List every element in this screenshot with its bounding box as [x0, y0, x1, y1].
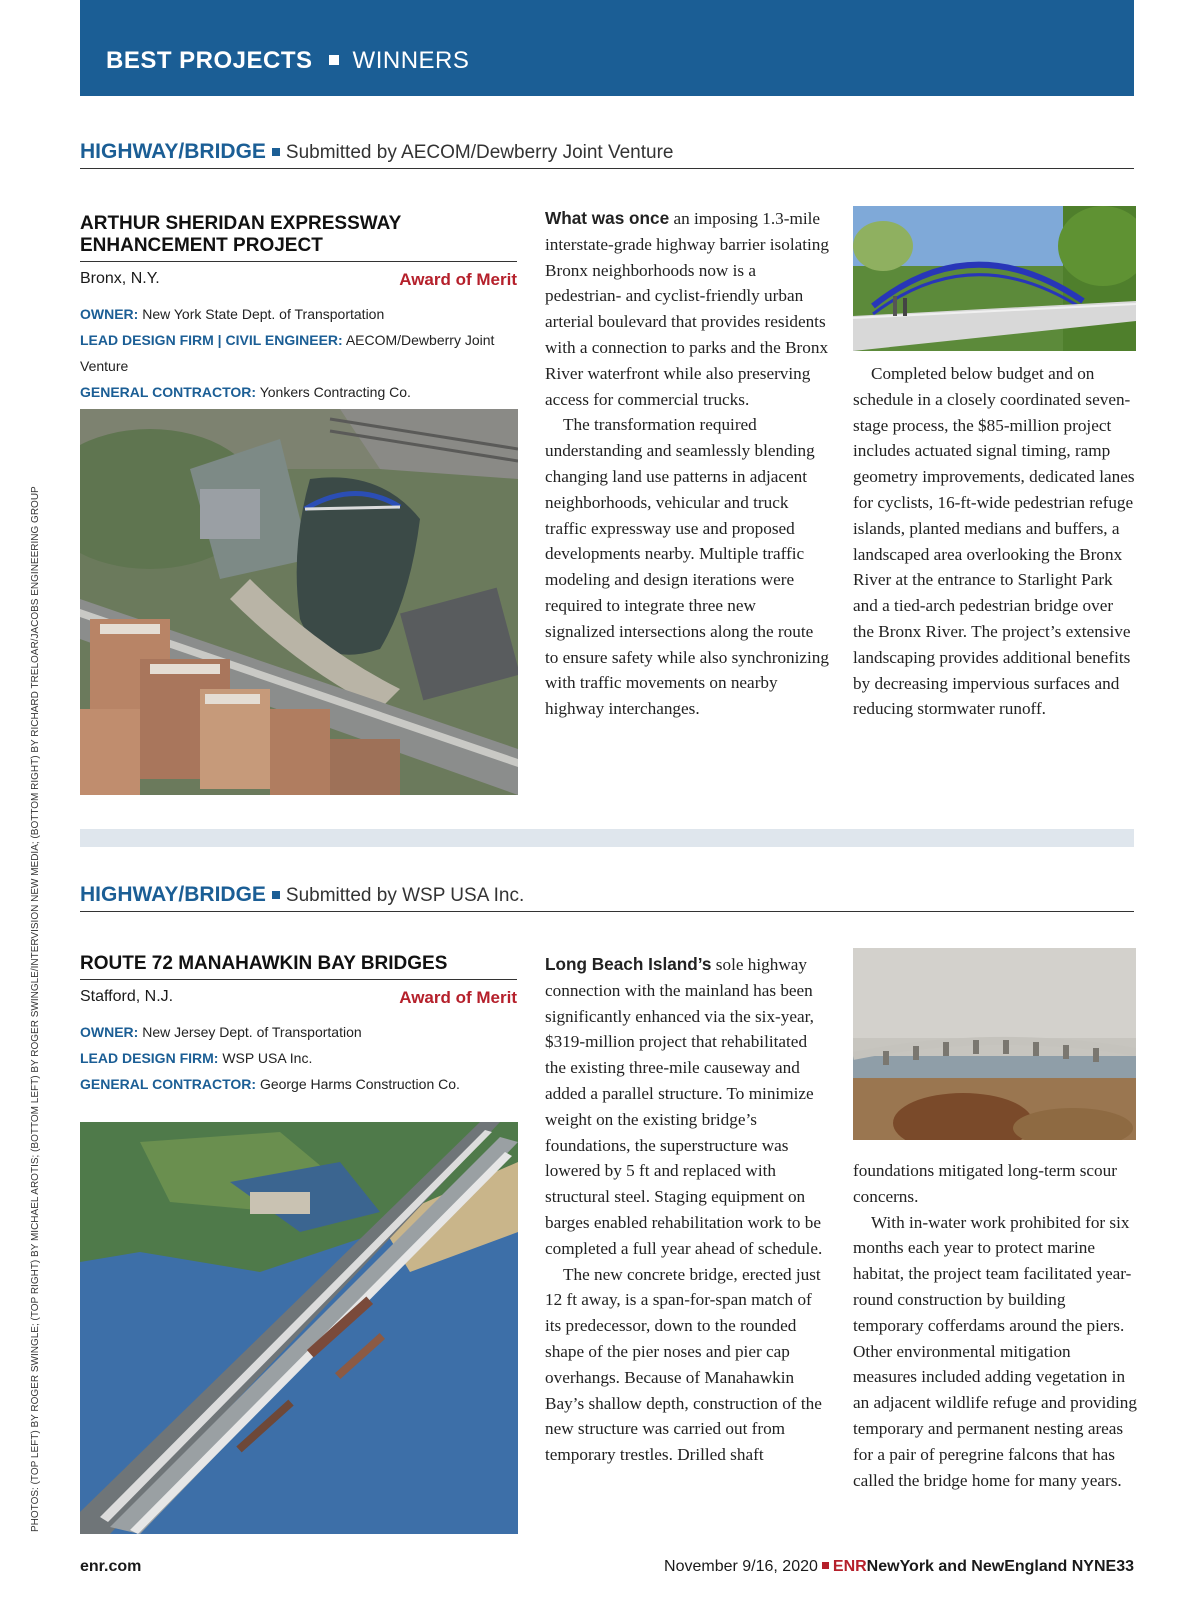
- credit-value: George Harms Construction Co.: [259, 1076, 460, 1092]
- section-banner: [80, 0, 1134, 96]
- body-column-2: [853, 1158, 1137, 1493]
- section-label: BEST PROJECTS: [106, 47, 313, 74]
- aerial-photo-bay-bridges: [80, 1122, 518, 1534]
- credit-owner: [80, 301, 530, 327]
- section-separator: [80, 829, 1134, 847]
- body-paragraph: foundations mitigated long-term scour concerns.: [853, 1161, 1117, 1206]
- body-paragraph: [545, 952, 829, 1262]
- body-column-1: [545, 952, 829, 1468]
- credit-value: Yonkers Contracting Co.: [259, 384, 411, 400]
- award-label: Award of Merit: [399, 988, 517, 1007]
- award-label: Award of Merit: [399, 270, 517, 289]
- credit-label: GENERAL CONTRACTOR:: [80, 384, 257, 400]
- square-bullet-icon: [272, 148, 280, 156]
- credit-value: New York State Dept. of Transportation: [142, 306, 385, 322]
- credit-label: LEAD DESIGN FIRM | CIVIL ENGINEER:: [80, 332, 343, 348]
- category-line: [80, 883, 1134, 912]
- category-label: HIGHWAY/BRIDGE: [80, 883, 266, 906]
- credit-contractor: [80, 1071, 530, 1097]
- project-title: ARTHUR SHERIDAN EXPRESSWAY ENHANCEMENT PROJECT: [80, 213, 517, 262]
- credit-label: OWNER:: [80, 1024, 139, 1040]
- photo-pedestrian-bridge: [853, 206, 1136, 351]
- issue-date: November 9/16, 2020: [664, 1558, 818, 1575]
- credit-value: WSP USA Inc.: [222, 1050, 313, 1066]
- banner-title: [106, 47, 469, 75]
- credit-label: OWNER:: [80, 306, 139, 322]
- credit-value: AECOM/Dewberry Joint Venture: [80, 332, 495, 374]
- square-bullet-icon: [272, 891, 280, 899]
- photo-credit: PHOTOS: (TOP LEFT) BY ROGER SWINGLE; (TOP RIGHT) BY MICHAEL AROTIS; (BOTTOM LEFT) BY ROGER SWINGLE/INTERVISION NEW MEDIA; (BOTTOM RIGHT) BY RICHARD TRELOAR/JACOBS ENGINEERING GROUP: [30, 486, 41, 1532]
- body-paragraph: With in-water work prohibited for six months each year to protect marine habitat, the project team facilitated year-round construction by building temporary cofferdams around the piers. Other environmental mitigation measures included adding vegetation in an adjacent wildlife refuge and providing temporary and permanent nesting areas for a pair of peregrine falcons that has called the bridge home for many years.: [853, 1212, 1137, 1490]
- submitted-by: Submitted by WSP USA Inc.: [285, 885, 525, 906]
- square-divider-icon: [329, 55, 339, 65]
- category-line: [80, 140, 1134, 169]
- footer-site: enr.com: [80, 1558, 142, 1575]
- credit-contractor: [80, 379, 530, 405]
- brand-label: ENR: [832, 1558, 867, 1575]
- footer-issue: [664, 1558, 1134, 1576]
- body-column-2: [853, 361, 1137, 722]
- location-row: [80, 988, 517, 1006]
- project-location: Bronx, N.Y.: [80, 270, 160, 287]
- square-divider-icon: [822, 1562, 829, 1569]
- subsection-label: WINNERS: [352, 47, 470, 74]
- body-column-1: [545, 206, 829, 722]
- lead-in: What was once: [545, 208, 670, 228]
- credit-design-firm: [80, 1045, 530, 1071]
- body-paragraph: [545, 206, 829, 412]
- credit-value: New Jersey Dept. of Transportation: [142, 1024, 362, 1040]
- credits-list: [80, 1019, 530, 1097]
- aerial-photo-expressway: [80, 409, 518, 795]
- submitted-by: Submitted by AECOM/Dewberry Joint Venture: [285, 142, 674, 163]
- credits-list: [80, 301, 530, 405]
- project-location: Stafford, N.J.: [80, 988, 174, 1005]
- body-text: sole highway connection with the mainland has been significantly enhanced via the six-year, $319-million project that rehabilitated the existing three-mile causeway and added a parallel structure. To minimize weight on the existing bridge’s foundations, the superstructure was lowered by 5 ft and replaced with structural steel. Staging equipment on barges enabled rehabilitation work to be completed a full year ahead of schedule.: [545, 955, 823, 1258]
- location-row: [80, 270, 517, 288]
- category-label: HIGHWAY/BRIDGE: [80, 140, 266, 163]
- project-title: ROUTE 72 MANAHAWKIN BAY BRIDGES: [80, 953, 517, 980]
- body-paragraph: The new concrete bridge, erected just 12 ft away, is a span-for-span match of its predecessor, down to the rounded shape of the pier noses and pier cap overhangs. Because of Manahawkin Bay’s shallow depth, construction of the new structure was carried out from temporary trestles. Drilled shaft: [545, 1264, 822, 1465]
- credit-label: LEAD DESIGN FIRM:: [80, 1050, 219, 1066]
- credit-label: GENERAL CONTRACTOR:: [80, 1076, 257, 1092]
- body-text: an imposing 1.3-mile interstate-grade highway barrier isolating Bronx neighborhoods now is a pedestrian- and cyclist-friendly urban arterial boulevard that provides residents with a connection to parks and the Bronx River waterfront while also preserving access for commercial trucks.: [545, 209, 829, 409]
- page-number: NYNE33: [1071, 1558, 1134, 1575]
- edition-label: NewYork and NewEngland: [866, 1558, 1068, 1575]
- credit-owner: [80, 1019, 530, 1045]
- body-paragraph: The transformation required understanding and seamlessly blending changing land use patterns in adjacent neighborhoods, vehicular and truck traffic expressway use and proposed developments nearby. Multiple traffic modeling and design iterations were required to integrate three new signalized intersections along the route to ensure safety while also synchronizing with traffic movements on nearby highway interchanges.: [545, 415, 829, 719]
- credit-design-firm: [80, 327, 530, 379]
- body-paragraph: Completed below budget and on schedule in a closely coordinated seven-stage process, the $85-million project includes actuated signal timing, ramp geometry improvements, dedicated lanes for cyclists, 16-ft-wide pedestrian refuge islands, planted medians and buffers, a landscaped area overlooking the Bronx River at the entrance to Starlight Park and a tied-arch pedestrian bridge over the Bronx River. The project’s extensive landscaping provides additional benefits by decreasing impervious surfaces and reducing stormwater runoff.: [853, 364, 1135, 719]
- photo-causeway-bridge: [853, 948, 1136, 1140]
- lead-in: Long Beach Island’s: [545, 954, 712, 974]
